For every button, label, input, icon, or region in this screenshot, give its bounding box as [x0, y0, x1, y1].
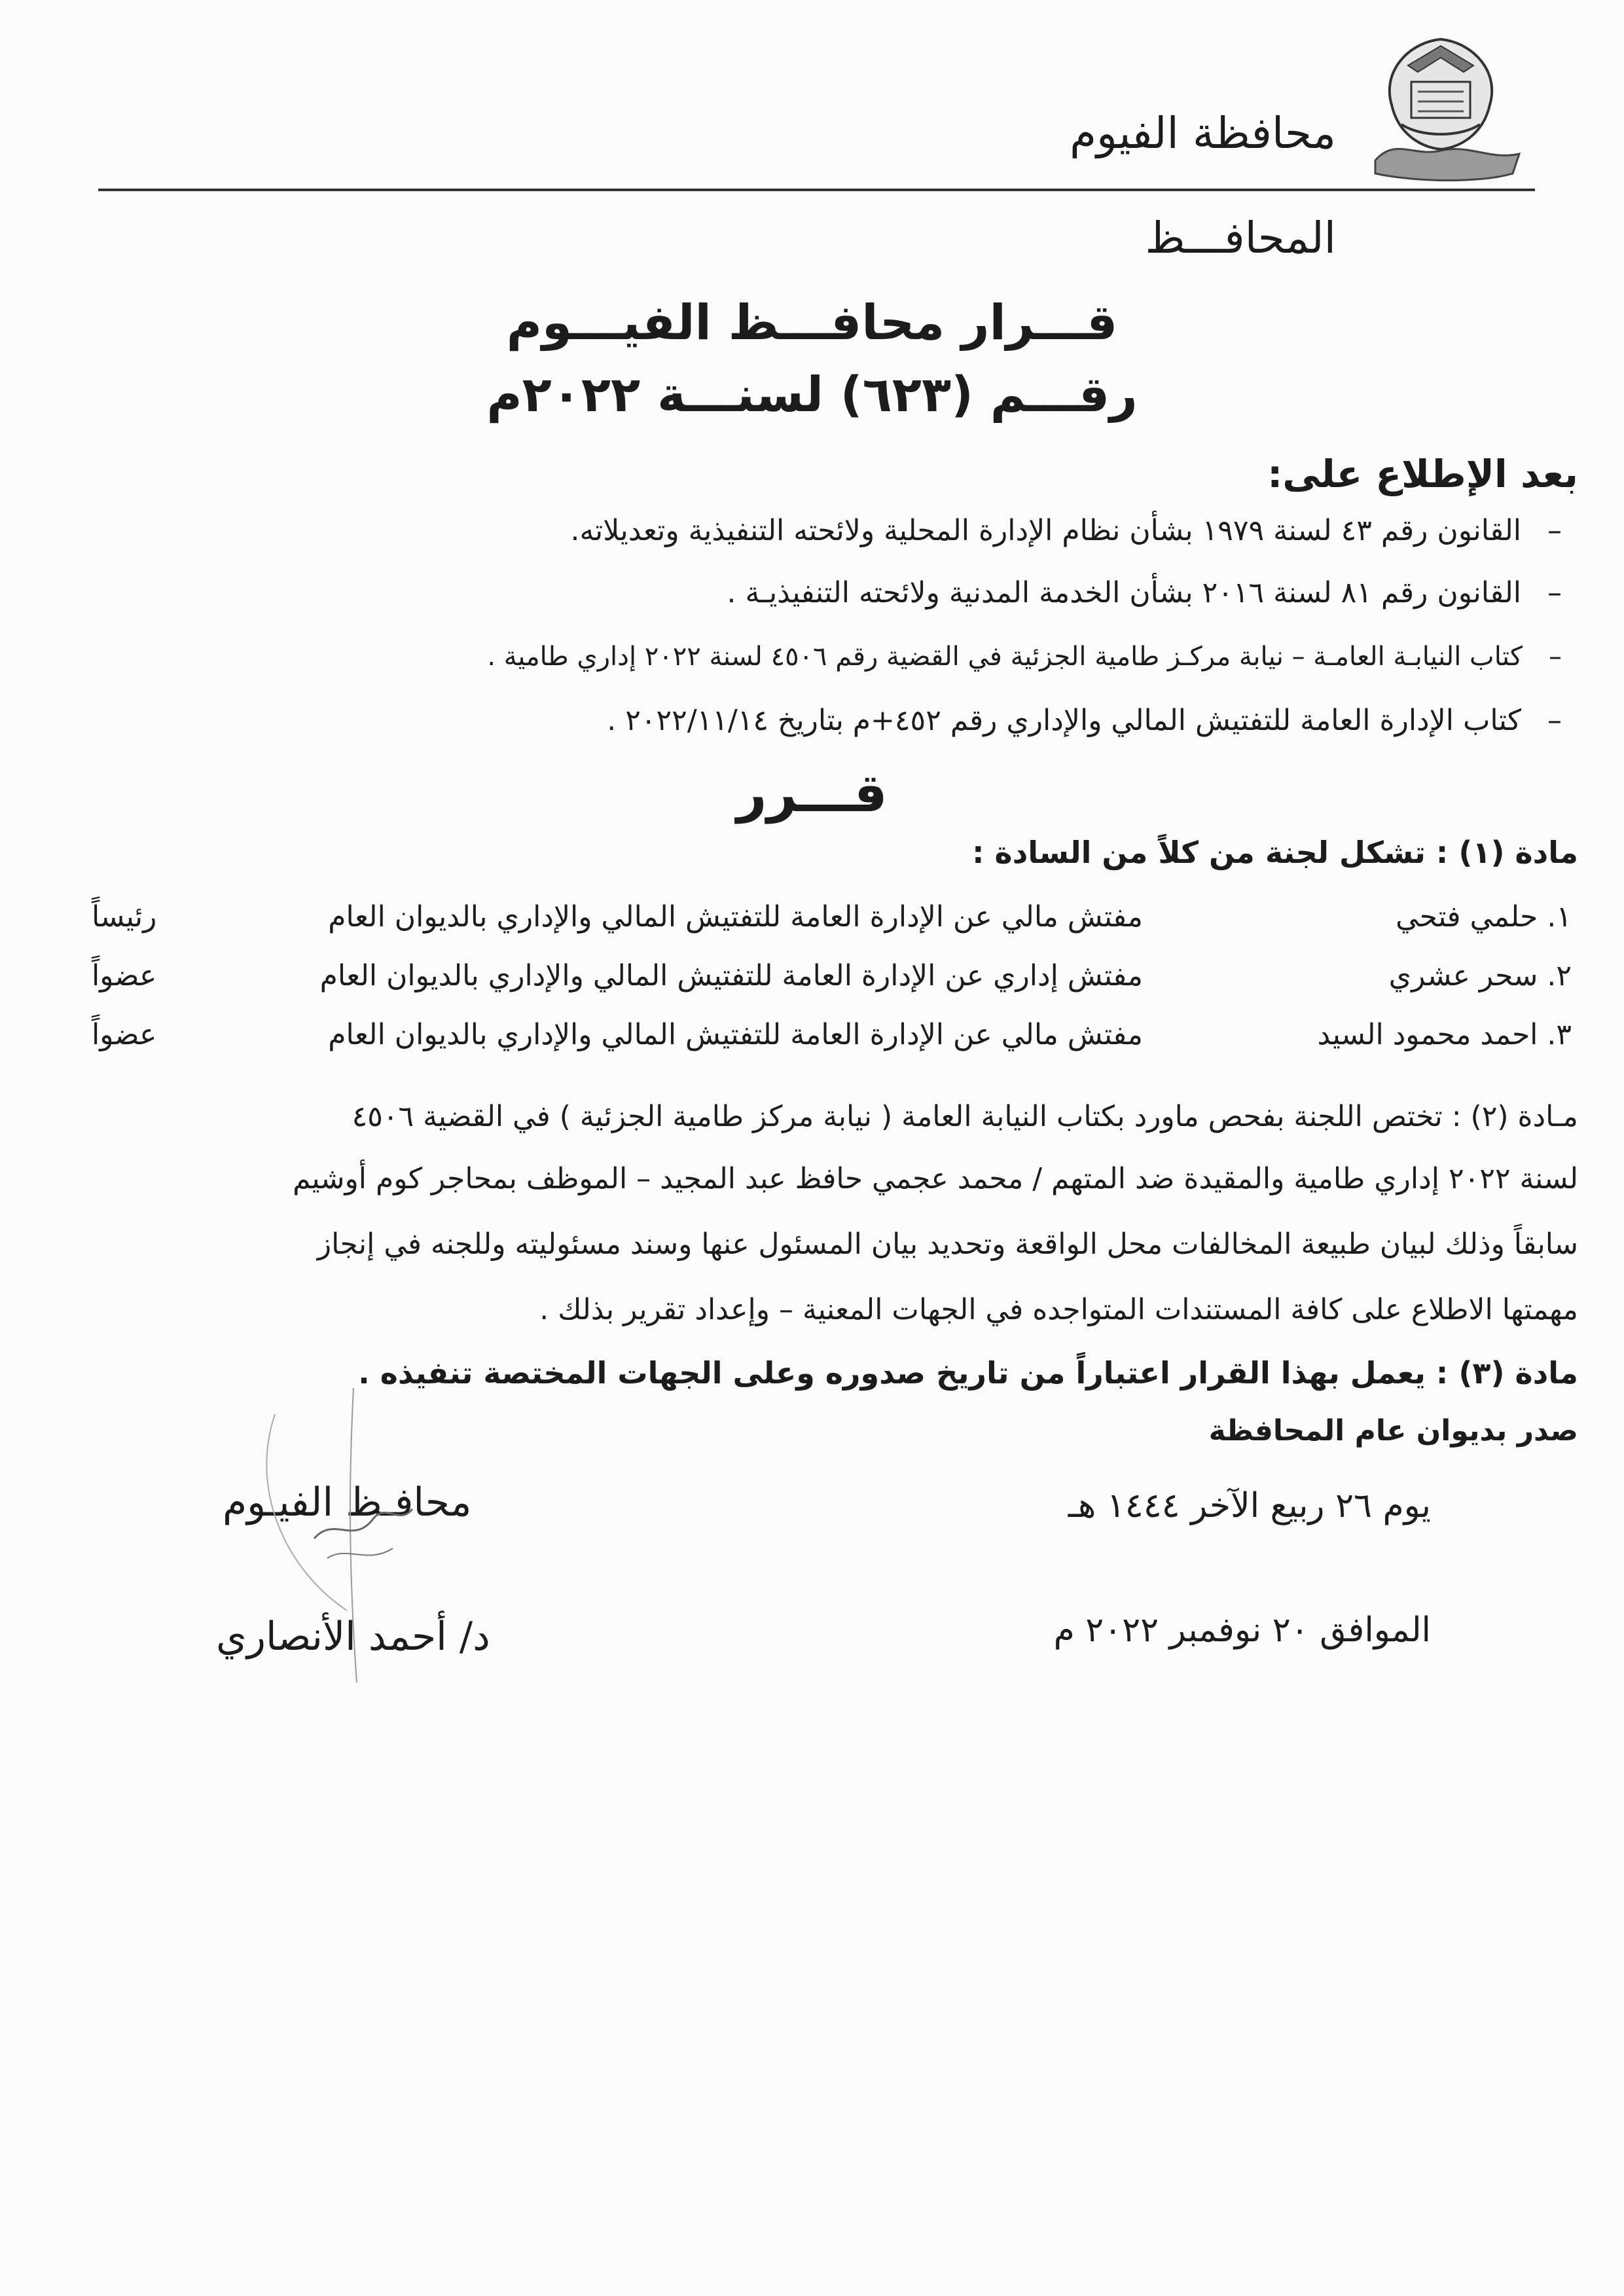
member-role: عضواً [92, 959, 157, 993]
reference-text: كتاب النيابـة العامـة – نيابة مركـز طامية الجزئية في القضية رقم ٤٥٠٦ لسنة ٢٠٢٢ إداري طامية . [487, 642, 1523, 672]
decree-title: قـــرار محافـــظ الفيـــوم [506, 295, 1118, 351]
member-role: رئيساً [92, 900, 157, 934]
member-name: ٣. احمد محمود السيد [1317, 1018, 1572, 1051]
decree-number: رقـــم (٦٢٣) لسنـــة ٢٠٢٢م [486, 367, 1138, 423]
member-title: مفتش مالي عن الإدارة العامة للتفتيش المالي والإداري بالديوان العام [328, 900, 1143, 934]
list-dash: – [1547, 514, 1562, 547]
preamble-heading: بعد الإطلاع على: [1267, 452, 1578, 496]
list-dash: – [1547, 704, 1562, 737]
list-dash: – [1549, 642, 1562, 672]
list-dash: – [1547, 576, 1562, 610]
member-name: ١. حلمي فتحي [1396, 900, 1572, 934]
article-2-line: لسنة ٢٠٢٢ إداري طامية والمقيدة ضد المتهم / محمد عجمي حافظ عبد المجيد – الموظف بمحاجر كوم أوشيم [293, 1162, 1578, 1195]
article-2-line: مـادة (٢) : تختص اللجنة بفحص ماورد بكتاب النيابة العامة ( نيابة مركز طامية الجزئية ) في القضية ٤٥٠٦ [352, 1100, 1578, 1133]
reference-text: كتاب الإدارة العامة للتفتيش المالي والإداري رقم ٤٥٢+م بتاريخ ٢٠٢٢/١١/١٤ . [607, 704, 1521, 737]
header-divider [98, 189, 1535, 191]
article-2-line: مهمتها الاطلاع على كافة المستندات المتواجده في الجهات المعنية – وإعداد تقرير بذلك . [539, 1293, 1578, 1326]
article-1-heading: مادة (١) : تشكل لجنة من كلاً من السادة : [972, 835, 1578, 870]
article-3: مادة (٣) : يعمل بهذا القرار اعتباراً من تاريخ صدوره وعلى الجهات المختصة تنفيذه . [358, 1355, 1578, 1391]
member-role: عضواً [92, 1018, 157, 1051]
issued-at: صدر بديوان عام المحافظة [1208, 1414, 1578, 1448]
member-title: مفتش إداري عن الإدارة العامة للتفتيش المالي والإداري بالديوان العام [319, 959, 1143, 993]
member-title: مفتش مالي عن الإدارة العامة للتفتيش المالي والإداري بالديوان العام [328, 1018, 1143, 1051]
governorate-emblem-icon [1356, 26, 1526, 183]
article-2-line: سابقاً وذلك لبيان طبيعة المخالفات محل الواقعة وتحديد بيان المسئول عنها وسند مسئوليته وللجنه في إنجاز [317, 1228, 1578, 1261]
member-name: ٢. سحر عشري [1388, 959, 1572, 993]
decided-heading: قـــرر [736, 763, 888, 824]
office-label: المحافـــظ [1145, 213, 1336, 263]
signatory-name: د/ أحمد الأنصاري [216, 1614, 490, 1660]
reference-item [727, 576, 1562, 610]
reference-item [487, 642, 1562, 672]
gregorian-date: الموافق ٢٠ نوفمبر ٢٠٢٢ م [1053, 1611, 1431, 1650]
hijri-date: يوم ٢٦ ربيع الآخر ١٤٤٤ هـ [1068, 1486, 1431, 1525]
reference-item [570, 514, 1562, 547]
reference-item [607, 704, 1562, 737]
governorate-name: محافظة الفيوم [1070, 108, 1336, 158]
reference-text: القانون رقم ٨١ لسنة ٢٠١٦ بشأن الخدمة المدنية ولائحته التنفيذيـة . [727, 576, 1521, 610]
signatory-title: محافـظ الفيـوم [223, 1480, 472, 1525]
reference-text: القانون رقم ٤٣ لسنة ١٩٧٩ بشأن نظام الإدارة المحلية ولائحته التنفيذية وتعديلاته. [570, 514, 1521, 547]
